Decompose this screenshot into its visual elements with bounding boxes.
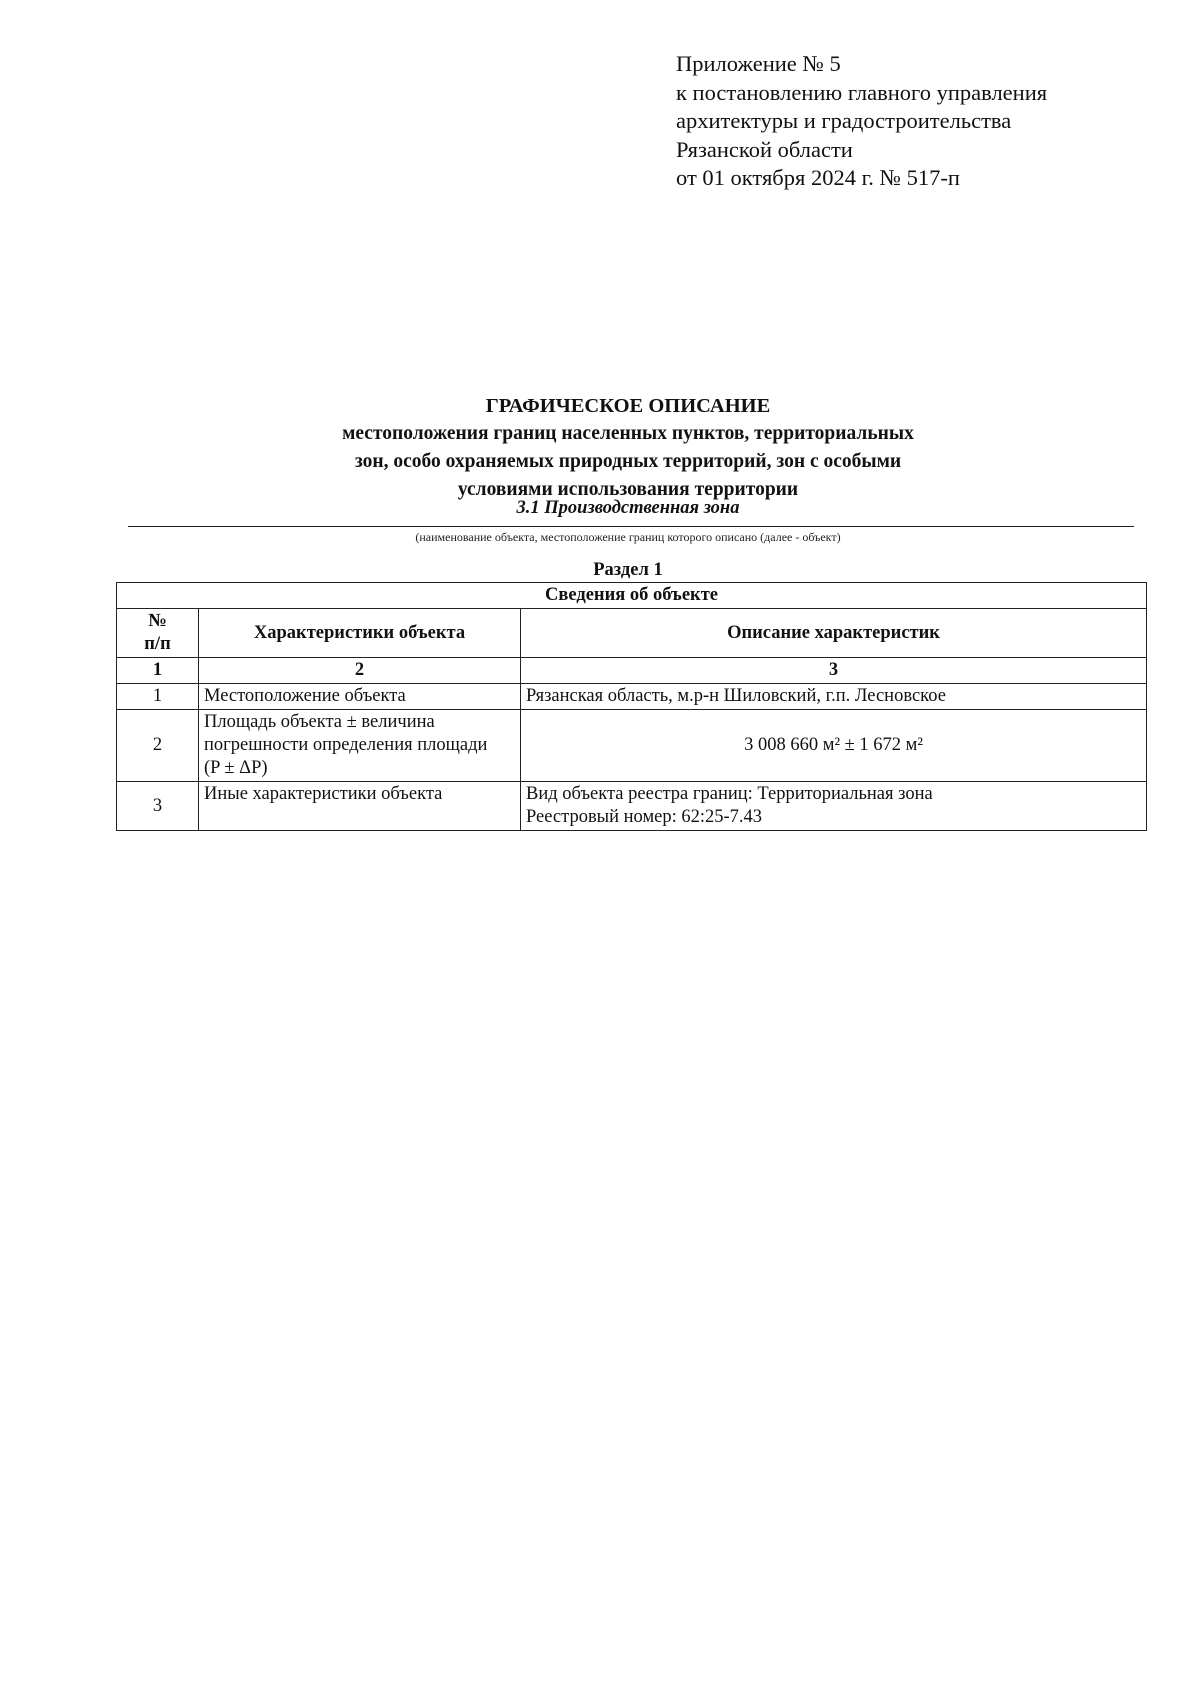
object-name-underline <box>128 526 1134 527</box>
row-description: 3 008 660 м² ± 1 672 м² <box>521 710 1147 782</box>
column-header-number-symbol: № <box>148 611 167 631</box>
row-characteristic-line: (P ± ΔP) <box>204 758 268 778</box>
object-info-table <box>116 582 1147 831</box>
document-subtitle-line-3: условиями использования территории <box>457 479 799 500</box>
table-title: Сведения об объекте <box>117 583 1147 609</box>
column-header-number <box>117 609 199 658</box>
table-row <box>117 782 1147 831</box>
row-characteristic <box>199 710 521 782</box>
object-name-caption: (наименование объекта, местоположение границ которого описано (далее - объект) <box>415 530 841 544</box>
column-header-characteristic: Характеристики объекта <box>199 609 521 658</box>
appendix-number: Приложение № 5 <box>676 51 841 76</box>
row-description <box>521 782 1147 831</box>
row-description: Рязанская область, м.р-н Шиловский, г.п. Лесновское <box>521 684 1147 710</box>
column-number-1: 1 <box>117 658 199 684</box>
row-description-line: Реестровый номер: 62:25-7.43 <box>526 807 763 827</box>
document-subtitle-line-1: местоположения границ населенных пунктов, территориальных <box>342 423 914 444</box>
column-header-number-abbr: п/п <box>144 634 171 654</box>
appendix-date-line: от 01 октября 2024 г. № 517-п <box>676 165 960 190</box>
appendix-region-line: Рязанской области <box>676 136 853 162</box>
row-characteristic-line: Площадь объекта ± величина <box>204 712 435 732</box>
section-title: Раздел 1 <box>593 560 663 580</box>
row-number: 1 <box>117 684 199 710</box>
column-number-3: 3 <box>521 658 1147 684</box>
column-header-description: Описание характеристик <box>521 609 1147 658</box>
column-number-2: 2 <box>199 658 521 684</box>
row-characteristic: Иные характеристики объекта <box>199 782 521 831</box>
row-number: 2 <box>117 710 199 782</box>
appendix-block <box>676 50 1176 193</box>
table-row <box>117 684 1147 710</box>
row-characteristic-line: погрешности определения площади <box>204 735 488 755</box>
document-title: ГРАФИЧЕСКОЕ ОПИСАНИЕ <box>485 395 771 417</box>
object-name: 3.1 Производственная зона <box>516 498 740 518</box>
row-characteristic: Местоположение объекта <box>199 684 521 710</box>
table-row <box>117 710 1147 782</box>
appendix-decree-line: к постановлению главного управления <box>676 79 1048 105</box>
appendix-authority-line: архитектуры и градостроительства <box>676 108 1012 133</box>
document-subtitle-line-2: зон, особо охраняемых природных территорий, зон с особыми <box>354 451 902 472</box>
row-description-line: Вид объекта реестра границ: Территориальная зона <box>526 784 933 804</box>
row-number: 3 <box>117 782 199 831</box>
document-heading <box>118 392 1138 504</box>
